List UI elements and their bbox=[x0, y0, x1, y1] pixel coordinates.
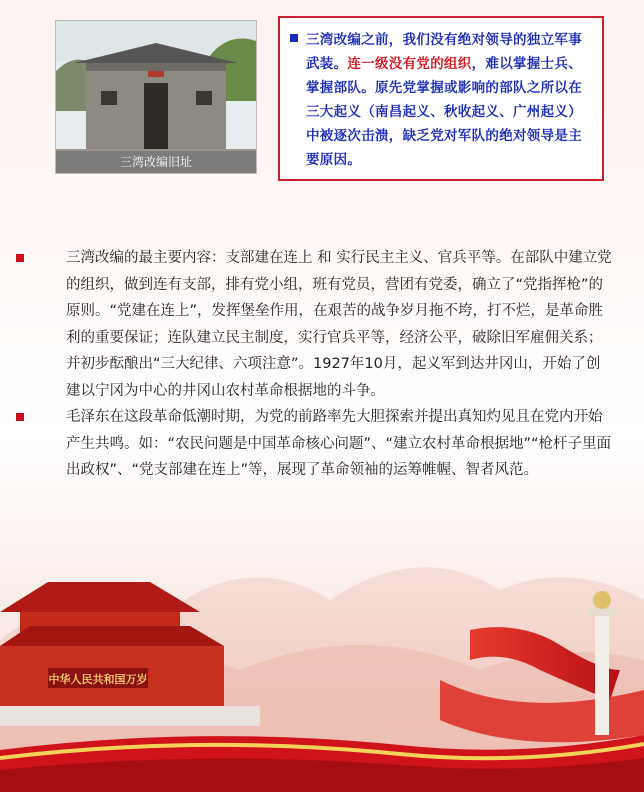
body-paragraphs bbox=[14, 245, 614, 484]
paragraph-mao-zedong bbox=[14, 404, 614, 484]
info-text bbox=[306, 28, 590, 172]
info-text-part3: ，难以掌握士兵、掌握部队。原先党掌握或影响的部队之所以在三大起义（南昌起义、秋收起义、广州起义）中被逐次击溃，缺乏党对军队的绝对领导是主要原因。 bbox=[306, 56, 583, 168]
bullet-icon bbox=[290, 34, 298, 42]
bullet-icon bbox=[16, 254, 24, 262]
paragraph-text: 毛泽东在这段革命低潮时期，为党的前路率先大胆探索并提出真知灼见且在党内开始产生共鸣。如：“农民问题是中国革命核心问题”、“建立农村革命根据地”“枪杆子里面出政权”、“党支部建在连上”等，展现了革命领袖的运筹帷幄、智者风范。 bbox=[66, 409, 612, 478]
info-text-highlight: 连一级没有党的组织 bbox=[347, 56, 472, 72]
bullet-icon bbox=[16, 413, 24, 421]
info-callout-box bbox=[278, 16, 604, 181]
gate-plaque-text: 中华人民共和国万岁 bbox=[48, 673, 148, 686]
photo-caption: 三湾改编旧址 bbox=[56, 151, 256, 173]
historic-site-photo bbox=[55, 20, 257, 174]
paragraph-reorganization bbox=[14, 245, 614, 404]
tiananmen-banner-illustration bbox=[0, 520, 644, 792]
info-text-part1: 三湾改编之前，我们没有绝对领导的独立军事武装。 bbox=[306, 32, 582, 72]
paragraph-text: 三湾改编的最主要内容：支部建在连上 和 实行民主主义、官兵平等。在部队中建立党的组织，做到连有支部，排有党小组，班有党员，营团有党委，确立了“党指挥枪”的原则。“党建在连上”，发挥堡垒作用，在艰苦的战争岁月拖不垮，打不烂，是革命胜利的重要保证；连队建立民主制度，实行官兵平等，经济公平，破除旧军雇佣关系；并初步酝酿出“三大纪律、六项注意”。1927年10月，起义军到达井冈山，开始了创建以宁冈为中心的井冈山农村革命根据地的斗争。 bbox=[66, 250, 612, 399]
